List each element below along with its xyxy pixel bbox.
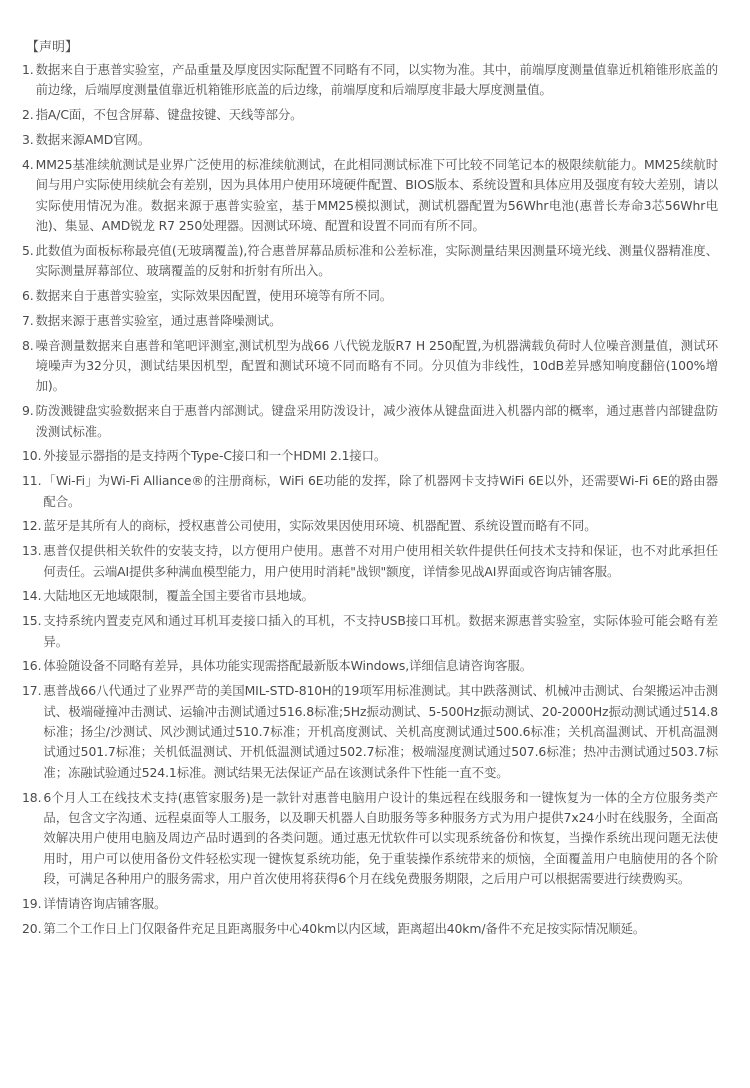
note-number: 18. (22, 789, 42, 805)
note-text: 「Wi-Fi」为Wi-Fi Alliance®的注册商标，WiFi 6E功能的发挥，除了机器网卡支持WiFi 6E以外，还需要Wi-Fi 6E的路由器配合。 (43, 473, 718, 509)
note-number: 13. (22, 543, 42, 559)
note-number: 6. (22, 288, 34, 304)
disclaimer-heading: 【声明】 (26, 40, 79, 55)
note-text: 详情请咨询店铺客服。 (43, 896, 167, 912)
note-number: 19. (22, 896, 42, 912)
disclaimer-note-16 (22, 656, 718, 676)
note-text: 防泼溅键盘实验数据来自于惠普内部测试。键盘采用防泼设计，减少液体从键盘面进入机器内部的概率，通过惠普内部键盘防泼测试标准。 (35, 403, 718, 439)
note-number: 15. (22, 613, 42, 629)
note-text: 噪音测量数据来自惠普和笔吧评测室,测试机型为战66 八代锐龙版R7 H 250配置,为机器满载负荷时人位噪音测量值，测试环境噪声为32分贝，测试结果因机型，配置和测试环境不同而略有不同。分贝值为非线性，10dB差异感知响度翻倍(100%增加)。 (35, 337, 718, 394)
note-text: 数据来自于惠普实验室，实际效果因配置，使用环境等有所不同。 (35, 288, 393, 304)
disclaimer-note-20 (22, 919, 718, 939)
note-text: 指A/C面，不包含屏幕、键盘按键、天线等部分。 (35, 107, 303, 123)
note-number: 3. (22, 132, 34, 147)
disclaimer-note-2 (22, 105, 718, 125)
disclaimer-note-6 (22, 286, 718, 306)
disclaimer-note-15 (22, 611, 718, 652)
note-number: 10. (22, 448, 42, 464)
note-number: 1. (22, 62, 34, 77)
disclaimer-note-3 (22, 130, 718, 150)
note-text: 支持系统内置麦克风和通过耳机耳麦接口插入的耳机，不支持USB接口耳机。数据来源惠普实验室，实际体验可能会略有差异。 (43, 613, 718, 649)
note-number: 2. (22, 107, 34, 123)
disclaimer-note-13 (22, 541, 718, 582)
note-number: 9. (22, 403, 34, 419)
note-number: 4. (22, 156, 34, 172)
disclaimer-note-10 (22, 446, 718, 466)
note-number: 11. (22, 473, 42, 489)
note-text: 数据来自于惠普实验室，产品重量及厚度因实际配置不同略有不同，以实物为准。其中，前端厚度测量值靠近机箱锥形底盖的前边缘，后端厚度测量值靠近机箱锥形底盖的后边缘，前端厚度和后端厚度非最大厚度测量值。 (35, 62, 718, 98)
note-number: 5. (22, 242, 34, 258)
disclaimer-note-17 (22, 681, 718, 783)
note-text: 蓝牙是其所有人的商标，授权惠普公司使用，实际效果因使用环境、机器配置、系统设置而略有不同。 (43, 518, 597, 534)
note-text: 惠普仅提供相关软件的安装支持，以方便用户使用。惠普不对用户使用相关软件提供任何技术支持和保证，也不对此承担任何责任。云端AI提供多种满血模型能力，用户使用时消耗"战钡"额度，详情参见战AI界面或咨询店铺客服。 (43, 543, 718, 579)
note-text: MM25基准续航测试是业界广泛使用的标准续航测试，在此相同测试标准下可比较不同笔记本的极限续航能力。MM25续航时间与用户实际使用续航会有差别，因为具体用户使用环境硬件配置、BIOS版本、系统设置和具体应用及强度有较大差别，请以实际使用情况为准。数据来源于惠普实验室，基于MM25模拟测试，测试机器配置为56Whr电池(惠普长寿命3芯56Whr电池)、集显、AMD锐龙 R7 250处理器。因测试环境、配置和设置不同而有所不同。 (35, 156, 718, 234)
note-text: 大陆地区无地域限制，覆盖全国主要省市县地域。 (43, 588, 314, 604)
disclaimer-note-14 (22, 586, 718, 606)
note-number: 16. (22, 658, 42, 674)
disclaimer-note-7 (22, 311, 718, 331)
disclaimer-note-5 (22, 241, 718, 282)
note-number: 8. (22, 337, 34, 353)
disclaimer-note-18 (22, 788, 718, 890)
disclaimer-note-4 (22, 155, 718, 237)
note-number: 14. (22, 588, 42, 604)
disclaimer-note-1 (22, 60, 718, 101)
note-text: 体验随设备不同略有差异，具体功能实现需搭配最新版本Windows,详细信息请咨询客服。 (43, 658, 533, 674)
note-text: 外接显示器指的是支持两个Type-C接口和一个HDMI 2.1接口。 (43, 448, 387, 464)
disclaimer-note-9 (22, 401, 718, 442)
disclaimer-note-19 (22, 894, 718, 914)
note-text: 惠普战66八代通过了业界严苛的美国MIL-STD-810H的19项军用标准测试。其中跌落测试、机械冲击测试、台架搬运冲击测试、极端碰撞冲击测试、运输冲击测试通过516.8标准;5Hz振动测试、5-500Hz振动测试、20-2000Hz振动测试通过514.8标准；扬尘/沙测试、风沙测试通过510.7标准；开机高度测试、关机高度测试通过500.6标准；关机高温测试、开机高温测试通过501.7标准；关机低温测试、开机低温测试通过502.7标准；极端湿度测试通过507.6标准；热冲击测试通过503.7标准；冻融试验通过524.1标准。测试结果无法保证产品在该测试条件下性能一直不变。 (43, 683, 718, 780)
disclaimer-list (22, 60, 718, 939)
note-text: 第二个工作日上门仅限备件充足且距离服务中心40km以内区域，距离超出40km/备件不充足按实际情况顺延。 (43, 920, 646, 936)
note-text: 6个月人工在线技术支持(惠管家服务)是一款针对惠普电脑用户设计的集远程在线服务和一键恢复为一体的全方位服务类产品，包含文字沟通、远程桌面等人工服务，以及聊天机器人自助服务等多种服务方式为用户提供7x24小时在线服务，全面高效解决用户使用电脑及周边产品时遇到的各类问题。通过惠无忧软件可以实现系统备份和恢复，当操作系统出现问题无法使用时，用户可以使用备份文件轻松实现一键恢复系统功能，免于重装操作系统带来的烦恼，全面覆盖用户电脑使用的各个阶段，可满足各种用户的服务需求，用户首次使用将获得6个月在线免费服务期限，之后用户可以根据需要进行续费购买。 (43, 789, 718, 887)
disclaimer-note-8 (22, 336, 718, 397)
note-number: 12. (22, 518, 42, 534)
disclaimer-note-12 (22, 516, 718, 536)
note-number: 20. (22, 920, 42, 936)
note-number: 17. (22, 683, 42, 699)
note-text: 数据来源于惠普实验室，通过惠普降噪测试。 (35, 312, 282, 328)
note-number: 7. (22, 312, 34, 328)
disclaimer-note-11 (22, 471, 718, 512)
note-text: 此数值为面板标称最亮值(无玻璃覆盖),符合惠普屏幕品质标准和公差标准，实际测量结果因测量环境光线、测量仪器精准度、实际测量屏幕部位、玻璃覆盖的反射和折射有所出入。 (35, 242, 718, 279)
note-text: 数据来源AMD官网。 (35, 132, 151, 147)
